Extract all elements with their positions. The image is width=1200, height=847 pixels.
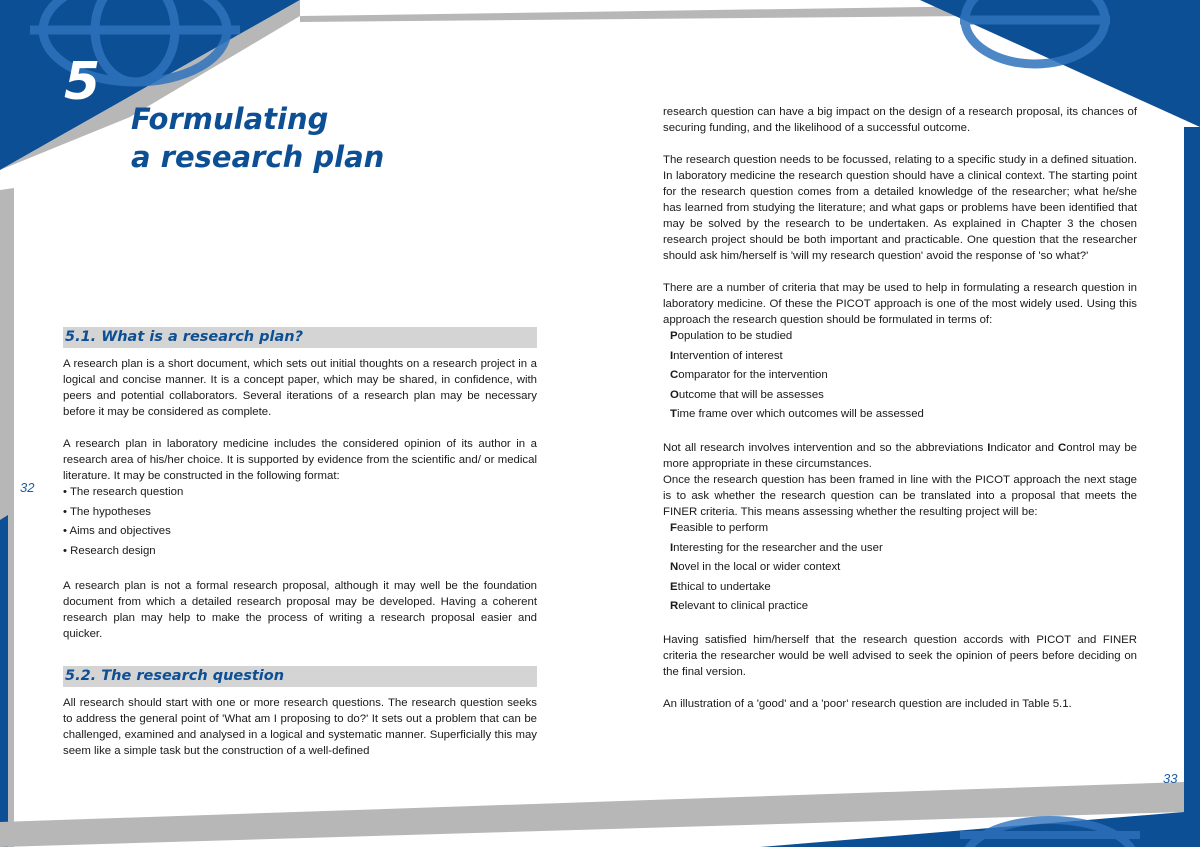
paragraph: A research plan is not a formal research proposal, although it may well be the foundation document from which a detailed research proposal may be developed. Having a coherent research plan may help to make the process of writing a research proposal easier and quicker.: [63, 580, 537, 641]
section-heading-5-2: 5.2. The research question: [63, 666, 537, 687]
finer-item: [670, 520, 1137, 536]
paragraph: The research question needs to be focussed, relating to a specific study in a defined situation. In laboratory medicine the research question should have a clinical context. The starting point for the research question comes from a detailed knowledge of the researcher; what he/she has learned from studying the literature; and what gaps or problems have been identified that may be solved by the research to be undertaken. As explained in Chapter 3 the chosen research project should be both important and practicable. One question that the researcher should ask him/herself is 'will my research question' avoid the response of 'so what?': [663, 154, 1137, 262]
acronym-letter: O: [670, 388, 679, 401]
text-run: Not all research involves intervention and so the abbreviations: [663, 441, 988, 454]
finer-item: [670, 540, 1137, 556]
page-number-right: 33: [1163, 771, 1178, 786]
acronym-letter: R: [670, 600, 679, 613]
picot-item: [670, 348, 1137, 364]
acronym-letter: I: [670, 541, 674, 554]
right-side-blue-strip: [1184, 127, 1200, 847]
paragraph: A research plan is a short document, which sets out initial thoughts on a research project in a logical and concise manner. It is a concept paper, which may be shared, in confidence, with peers and potential collaborators. Several iterations of a research plan may be necessary before it may be considered as complete.: [63, 358, 537, 418]
acronym-letter: N: [670, 561, 679, 574]
acronym-letter: C: [670, 369, 679, 382]
paragraph: research question can have a big impact on the design of a research proposal, its chances of securing funding, and the likelihood of a successful outcome.: [663, 106, 1137, 134]
acronym-text: ntervention of interest: [673, 349, 783, 362]
acronym-letter: F: [670, 521, 677, 534]
paragraph: An illustration of a 'good' and a 'poor' research question are included in Table 5.1.: [663, 697, 1072, 710]
acronym-text: easible to perform: [676, 521, 769, 534]
chapter-title-line-1: Formulating: [131, 102, 329, 136]
finer-item: [670, 579, 1137, 595]
chapter-number: 5: [64, 52, 101, 112]
acronym-letter: E: [670, 580, 678, 593]
list-item: • The hypotheses: [63, 505, 151, 518]
list-item: • Aims and objectives: [63, 525, 171, 538]
picot-item: [670, 406, 1137, 422]
chapter-title: [131, 100, 384, 176]
picot-item: [670, 387, 1137, 403]
paragraph: Having satisfied him/herself that the research question accords with PICOT and FINER criteria the researcher would be well advised to seek the opinion of peers before deciding on the final version.: [663, 633, 1137, 678]
finer-item: [670, 559, 1137, 575]
paragraph: All research should start with one or more research questions. The research question seeks to address the general point of 'What am I proposing to do?' It sets out a problem that can be challenged, examined and analysed in a logical and systematic manner. Superficially this may seem like a simple task but the construction of a well-defined: [63, 697, 537, 758]
text-run: ndicator and: [990, 441, 1059, 454]
acronym-letter: C: [1058, 441, 1067, 454]
list-item: • Research design: [63, 544, 156, 557]
acronym-text: ime frame over which outcomes will be assessed: [676, 408, 924, 421]
acronym-letter: T: [670, 408, 677, 421]
finer-item: [670, 598, 1137, 614]
chapter-title-line-2: a research plan: [131, 140, 385, 174]
paragraph: Once the research question has been framed in line with the PICOT approach the next stage is to ask whether the research question can be translated into a proposal that meets the FINER criteria. This means assessing whether the resulting project will be:: [663, 473, 1137, 518]
page-number-left: 32: [20, 480, 35, 495]
right-column: [663, 104, 1137, 712]
paragraph: [663, 440, 1137, 472]
left-column: [63, 327, 537, 759]
acronym-text: ovel in the local or wider context: [678, 561, 841, 574]
section-heading-5-1: 5.1. What is a research plan?: [63, 327, 537, 348]
acronym-text: utcome that will be assesses: [678, 388, 824, 401]
acronym-text: elevant to clinical practice: [678, 600, 809, 613]
acronym-text: nteresting for the researcher and the user: [673, 541, 883, 554]
acronym-letter: I: [670, 349, 674, 362]
paragraph: A research plan in laboratory medicine includes the considered opinion of its author in a research area of his/her choice. It is supported by evidence from the scientific and/ or medical literature. It may be constructed in the following format:: [63, 438, 537, 482]
list-item: • The research question: [63, 486, 184, 498]
acronym-text: omparator for the intervention: [678, 369, 828, 382]
picot-item: [670, 328, 1137, 344]
acronym-text: thical to undertake: [677, 580, 771, 593]
acronym-letter: P: [670, 330, 678, 342]
acronym-letter: I: [987, 441, 991, 454]
left-side-blue-shape: [0, 515, 8, 847]
acronym-text: opulation to be studied: [677, 330, 793, 342]
paragraph: There are a number of criteria that may be used to help in formulating a research question in laboratory medicine. Of these the PICOT approach is one of the most widely used. Using this approach the research question should be formulated in terms of:: [663, 282, 1137, 326]
picot-item: [670, 367, 1137, 383]
text-run: ontrol may be more appropriate in these circumstances.: [663, 441, 1138, 470]
